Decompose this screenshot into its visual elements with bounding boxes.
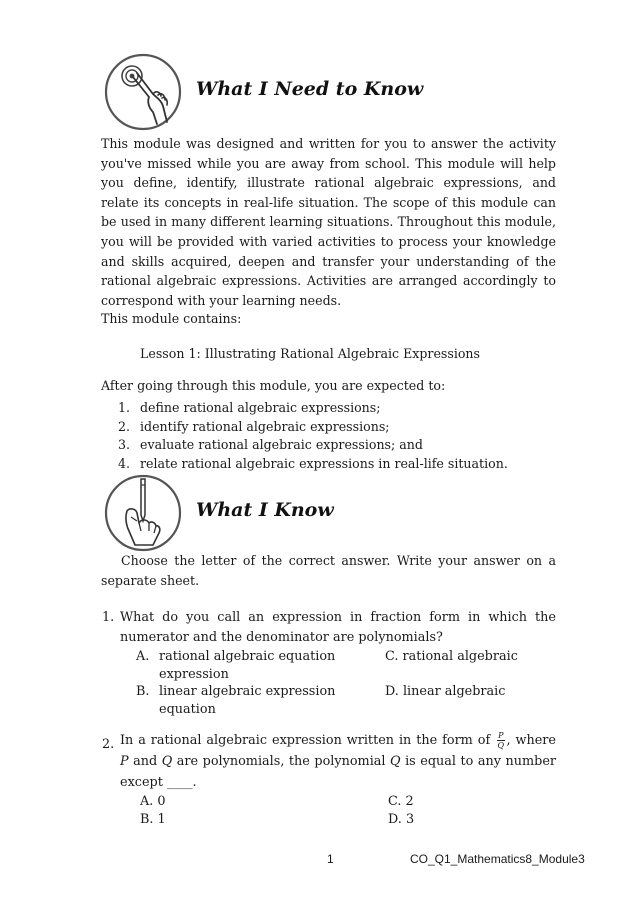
- expected-label: After going through this module, you are expected to:: [101, 378, 446, 393]
- question-1-text: What do you call an expression in fraction form in which the numerator and the denominator are polynomials?: [120, 610, 556, 645]
- what-i-know-header: [103, 471, 563, 557]
- module-code: CO_Q1_Mathematics8_Module3: [410, 852, 585, 866]
- what-i-need-to-know-header: [103, 50, 563, 136]
- question-2-option-c: C. 2: [388, 794, 414, 809]
- instruction-text: Choose the letter of the correct answer. Write your answer on a separate sheet.: [101, 553, 556, 588]
- question-1-number: 1.: [102, 610, 115, 625]
- pointing-hand-icon: [103, 50, 187, 134]
- question-1-option-d: D. linear algebraic: [385, 684, 506, 699]
- intro-paragraph: This module was designed and written for you to answer the activity you've missed while you are away from school. This module will help you define, identify, illustrate rational algebraic expressions, and relate its concepts in real-life situation. The scope of this module can be used in many different learning situations. Throughout this module, you will be provided with varied activities to process your knowledge and skills acquired, deepen and transfer your understanding of the rational algebraic expressions. Activities are arranged accordingly to correspond with your learning needs.: [101, 136, 556, 308]
- question-1-option-b-text: linear algebraic expression equation: [159, 684, 336, 717]
- hand-holding-pencil-icon: [103, 471, 187, 555]
- question-1-option-a: A.: [136, 649, 150, 664]
- lesson-title: Lesson 1: Illustrating Rational Algebraic Expressions: [140, 346, 481, 361]
- question-2-option-d: D. 3: [388, 812, 415, 827]
- objective-item: 1. define rational algebraic expressions;: [118, 400, 381, 415]
- question-2-option-b: B. 1: [140, 812, 166, 827]
- objectives-list: [118, 399, 508, 473]
- section-title: What I Know: [196, 499, 334, 521]
- question-1-option-b: B.: [136, 684, 150, 699]
- question-1-option-c: C. rational algebraic: [385, 649, 518, 664]
- fraction-p-over-q: $\frac{P}{Q}$: [497, 731, 505, 750]
- objective-item: 4. relate rational algebraic expressions in real-life situation.: [118, 455, 508, 471]
- section-title: What I Need to Know: [196, 78, 424, 100]
- objective-item: 2. identify rational algebraic expressions;: [118, 418, 390, 434]
- objective-item: 3. evaluate rational algebraic expressions; and: [118, 437, 423, 453]
- question-2-text: In a rational algebraic expression written in the form of $\frac{P}{Q}$ , where P and Q are polynomials, the polynomial Q is equal to any number except ____.: [120, 731, 557, 790]
- page-number: 1: [327, 852, 334, 866]
- module-contains-label: This module contains:: [101, 311, 242, 326]
- question-2-option-a: A. 0: [140, 794, 166, 809]
- question-2-number: 2.: [102, 737, 115, 752]
- question-1-option-a-text: rational algebraic equation expression: [159, 649, 336, 682]
